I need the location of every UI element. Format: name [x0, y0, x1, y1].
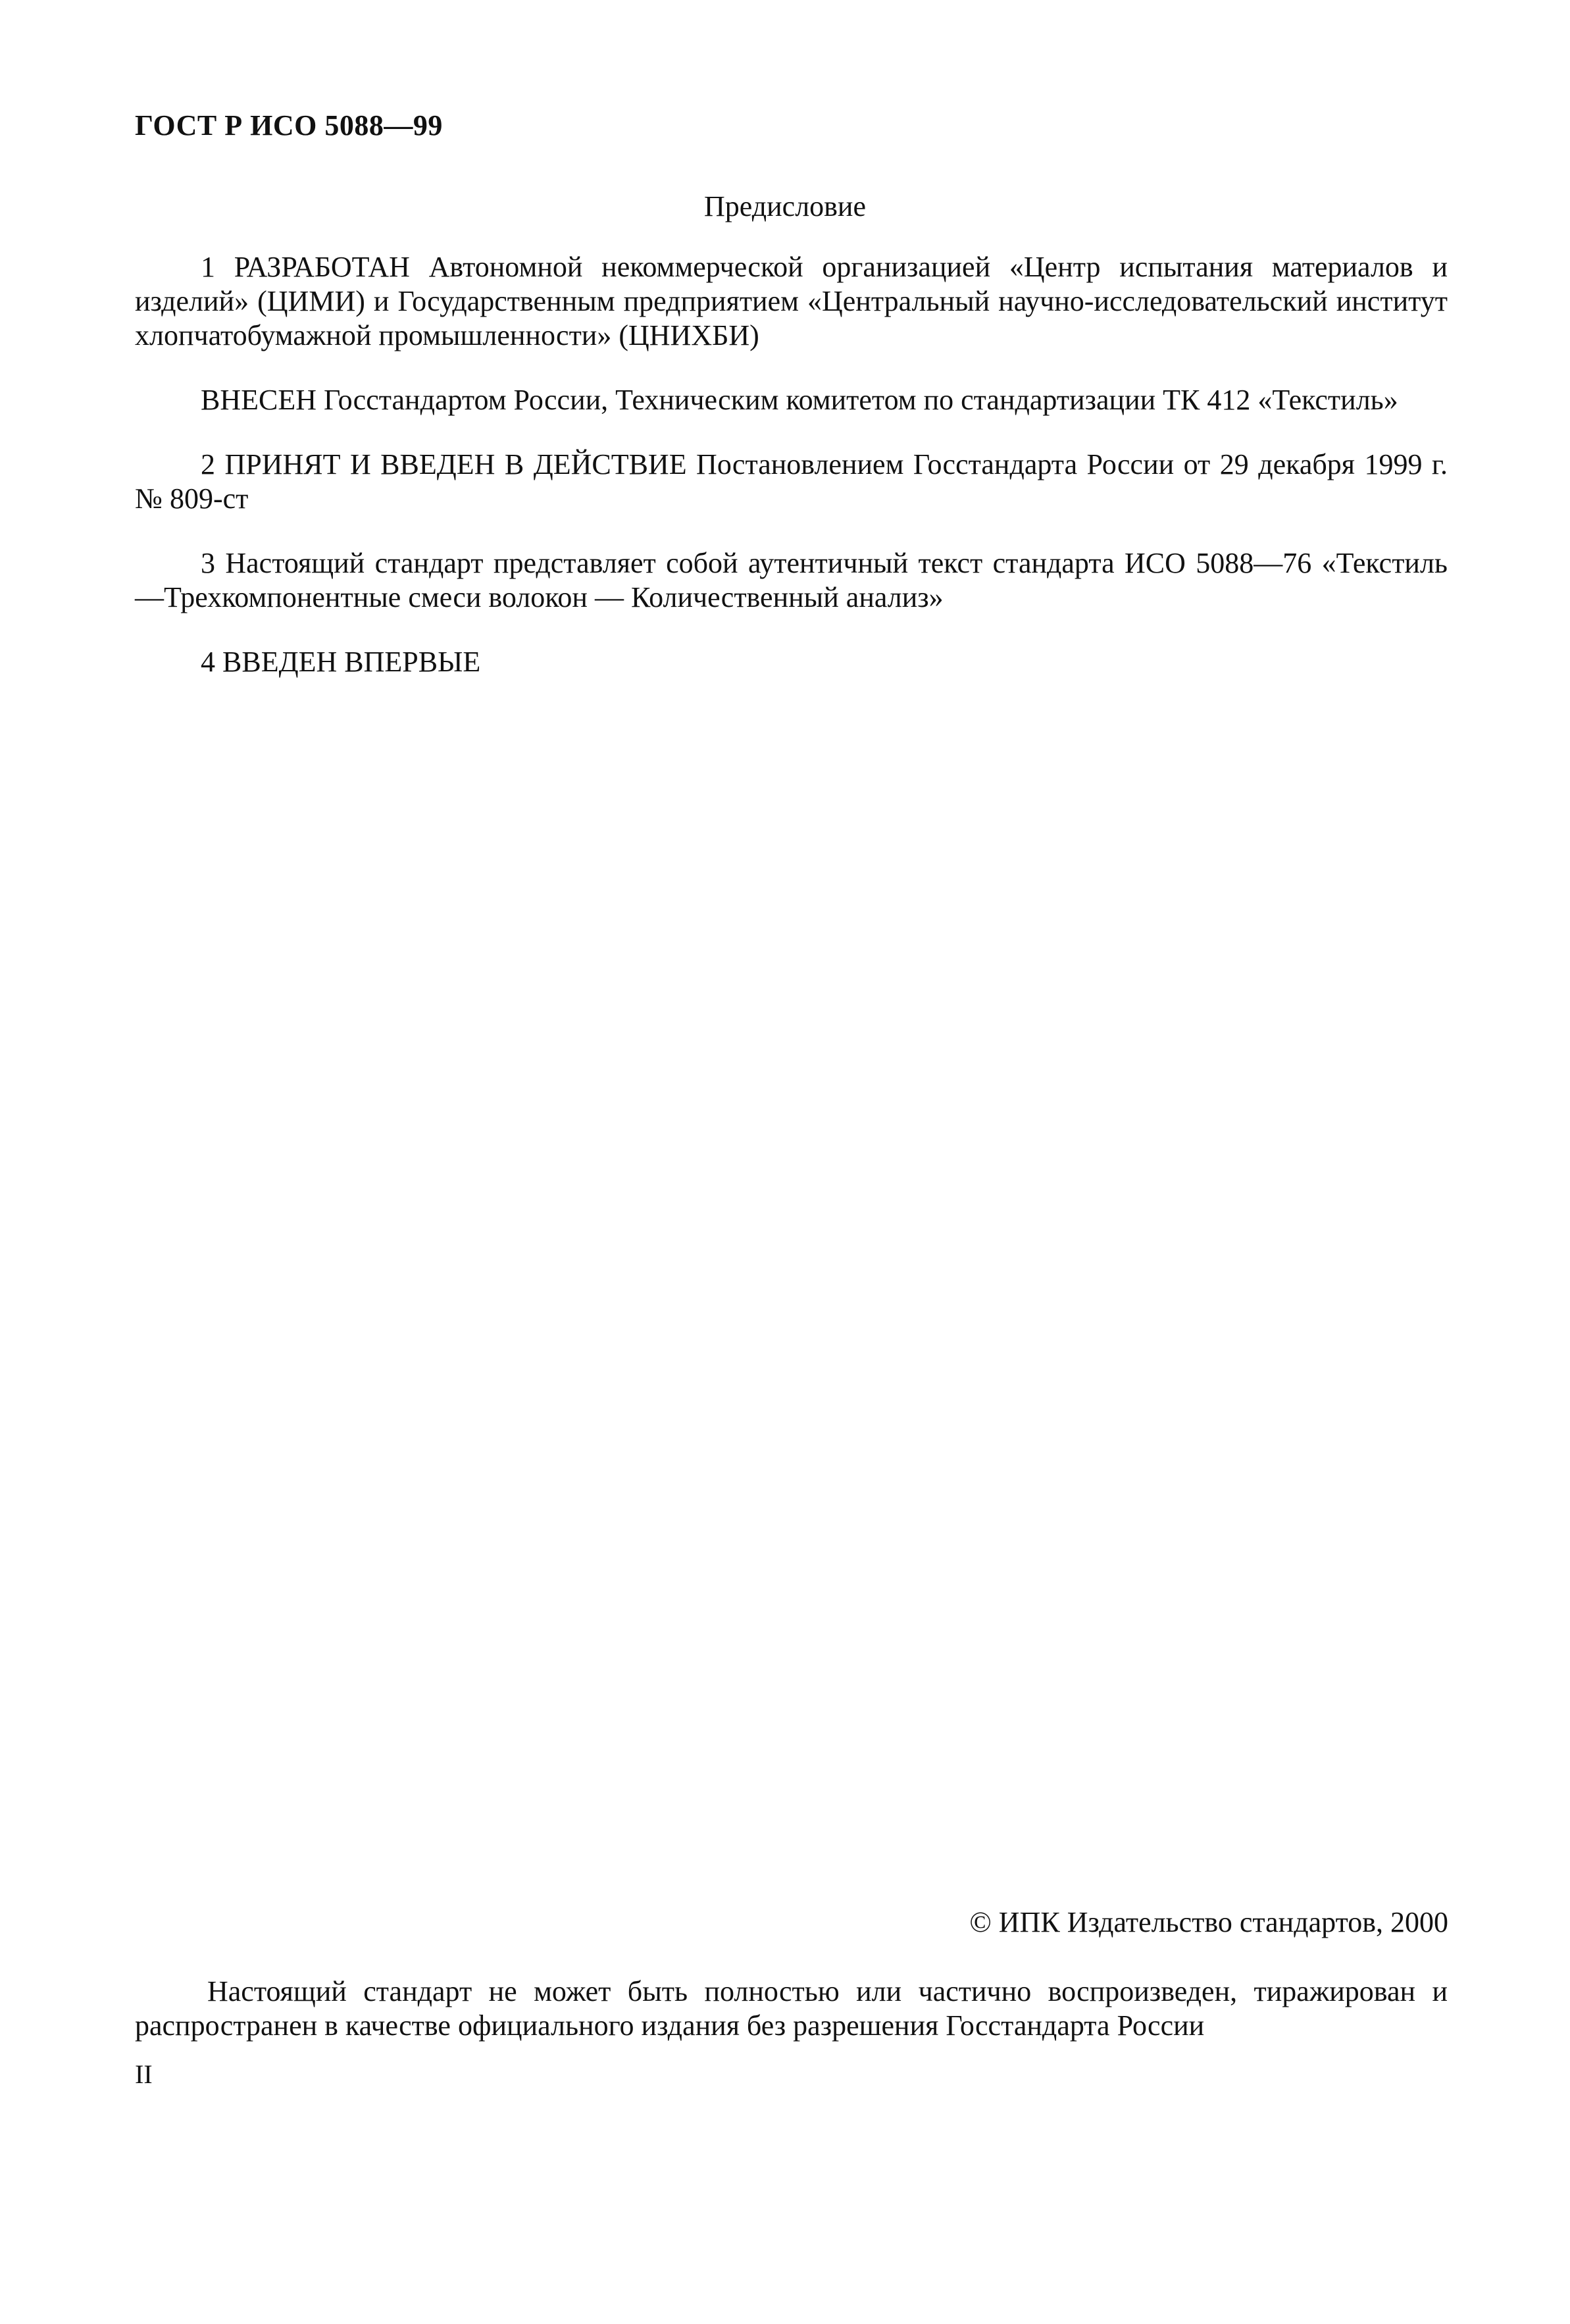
section-title-foreword: Предисловие — [704, 190, 866, 222]
paragraph-developed-by: 1 РАЗРАБОТАН Автономной некоммерческой организацией «Центр испытания материалов и изделий» (ЦИМИ) и Государственным предприятием «Центральный научно-исследовательский институт хлопчатобумажной промышленности» (ЦНИХБИ) — [135, 251, 1448, 351]
reproduction-notice: Настоящий стандарт не может быть полностью или частично воспроизведен, тиражирован и распространен в качестве официального издания без разрешения Госстандарта России — [135, 1975, 1448, 2042]
paragraph-introduced-by: ВНЕСЕН Госстандартом России, Техническим комитетом по стандартизации ТК 412 «Текстиль» — [201, 384, 1398, 416]
foreword-body — [135, 250, 1448, 710]
paragraph-adopted: 2 ПРИНЯТ И ВВЕДЕН В ДЕЙСТВИЕ Постановлением Госстандарта России от 29 декабря 1999 г. № 809-ст — [135, 448, 1448, 515]
paragraph-first-introduced: 4 ВВЕДЕН ВПЕРВЫЕ — [201, 646, 481, 678]
paragraph-authentic-text: 3 Настоящий стандарт представляет собой аутентичный текст стандарта ИСО 5088—76 «Текстиль —Трехкомпонентные смеси волокон — Количественный анализ» — [135, 547, 1448, 613]
standard-code-header: ГОСТ Р ИСО 5088—99 — [135, 109, 443, 142]
copyright-line: © ИПК Издательство стандартов, 2000 — [969, 1906, 1448, 1938]
page-number: II — [135, 2059, 153, 2089]
